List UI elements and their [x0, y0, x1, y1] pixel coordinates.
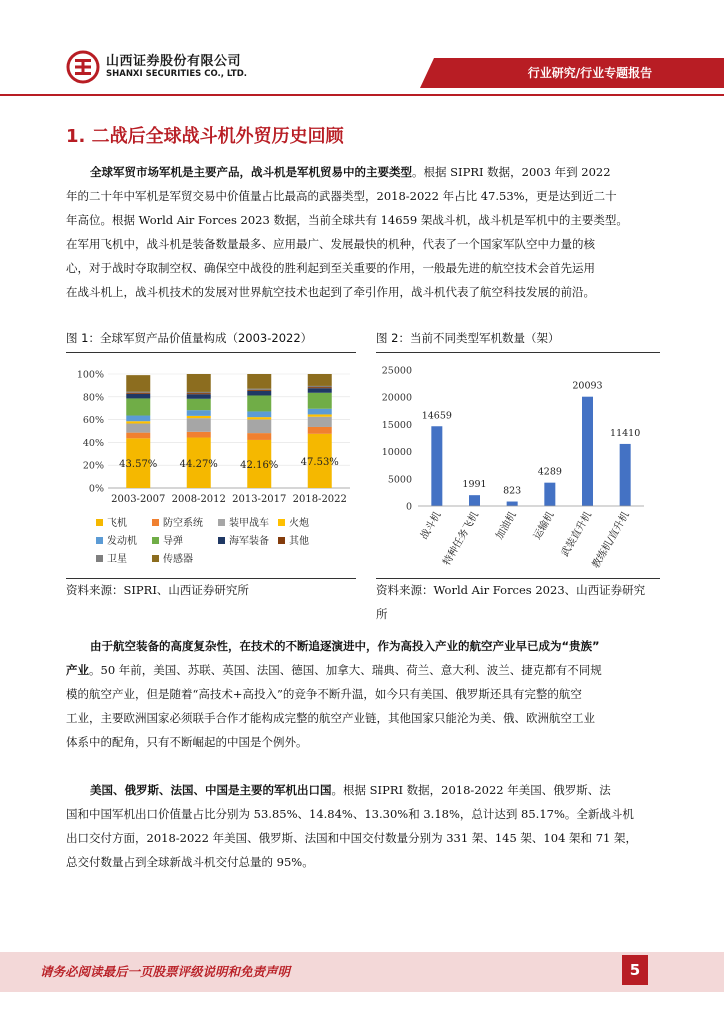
fig2-y-tick: 5000	[387, 474, 412, 486]
fig1-bar-segment	[126, 433, 150, 439]
fig2-value-label: 20093	[572, 380, 603, 392]
fig1-bar-segment	[308, 417, 332, 427]
fig2-y-tick: 20000	[381, 392, 412, 404]
fig1-bar-segment	[126, 398, 150, 415]
fig1-bar-segment	[247, 433, 271, 440]
fig2-chart	[376, 356, 660, 578]
para1-line-5: 在战斗机上，战斗机技术的发展对世界航空技术也起到了牵引作用，战斗机代表了航空科技发展的前沿。	[66, 285, 595, 299]
para2-lead-2: 产业	[66, 663, 89, 677]
fig1-y-tick: 40%	[82, 437, 104, 449]
fig1-legend-swatch	[96, 555, 103, 562]
fig1-legend-swatch	[152, 537, 159, 544]
fig1-bar-segment	[187, 393, 211, 394]
fig1-bar-segment	[126, 424, 150, 433]
fig1-bar-segment	[126, 421, 150, 423]
fig1-bar-segment	[247, 417, 271, 419]
fig1-legend-swatch	[218, 537, 225, 544]
fig1-category-label: 2013-2017	[232, 494, 287, 505]
fig1-bar-segment	[308, 374, 332, 386]
fig1-data-label: 43.57%	[119, 459, 158, 471]
fig1-bar-segment	[247, 391, 271, 396]
fig2-category-label: 运输机	[531, 510, 557, 542]
fig2-category-label: 加油机	[494, 510, 519, 542]
fig1-data-label: 47.53%	[300, 456, 339, 468]
fig1-legend-label: 其他	[289, 536, 309, 547]
fig1-bar-segment	[308, 388, 332, 393]
fig1-bar-segment	[308, 409, 332, 415]
para3-line-1: 国和中国军机出口价值量占比分别为 53.85%、14.84%、13.30%和 3.18%，总计达到 85.17%。全新战斗机	[66, 807, 634, 821]
fig2-bar	[469, 495, 480, 506]
fig1-legend-label: 发动机	[107, 536, 137, 547]
fig1-source: 资料来源：SIPRI、山西证券研究所	[66, 583, 249, 597]
fig2-source-line1: 资料来源：World Air Forces 2023、山西证券研究	[376, 583, 646, 597]
paragraph-fighter-share	[66, 160, 660, 304]
fig1-category-label: 2008-2012	[171, 494, 226, 505]
fig1-legend-label: 导弹	[163, 536, 183, 547]
fig2-category-label: 武装直升机	[559, 510, 595, 559]
company-name-en: SHANXI SECURITIES CO., LTD.	[106, 69, 248, 79]
disclaimer-note: 请务必阅读最后一页股票评级说明和免责声明	[40, 964, 291, 979]
fig1-y-tick: 80%	[82, 392, 104, 404]
fig1-bar-segment	[126, 394, 150, 399]
fig2-category-label: 特种任务飞机	[441, 510, 482, 568]
para2-line-2: 工业，主要欧洲国家必须联手合作才能构成完整的航空产业链，其他国家只能沦为美、俄、欧洲航空工业	[66, 711, 595, 725]
fig1-legend-swatch	[96, 519, 103, 526]
fig2-bar	[582, 397, 593, 506]
fig1-bar-segment	[187, 374, 211, 392]
fig1-legend-swatch	[278, 519, 285, 526]
fig1-bar-segment	[308, 414, 332, 416]
fig2-source-line2: 所	[376, 607, 388, 621]
fig2-y-tick: 0	[405, 501, 412, 513]
para1-line-2: 年高位。根据 World Air Forces 2023 数据，当前全球共有 14659 架战斗机，战斗机是军机中的主要类型。	[66, 213, 628, 227]
fig1-bar-segment	[187, 432, 211, 438]
fig2-bar	[507, 502, 518, 506]
fig1-data-label: 42.16%	[240, 459, 279, 471]
para3-line-2: 出口交付方面，2018-2022 年美国、俄罗斯、法国和中国交付数量分别为 331 架、145 架、104 架和 71 架，	[66, 831, 637, 845]
fig1-bar-segment	[187, 392, 211, 393]
fig1-bar-segment	[308, 393, 332, 409]
fig2-value-label: 14659	[421, 410, 452, 422]
fig1-y-tick: 60%	[82, 415, 104, 427]
fig1-bar-segment	[187, 416, 211, 418]
fig1-legend-label: 传感器	[163, 554, 193, 565]
fig1-bar-segment	[126, 393, 150, 394]
fig1-legend-label: 装甲战车	[229, 518, 269, 529]
fig1-bar-segment	[187, 394, 211, 399]
fig1-legend-label: 飞机	[107, 518, 127, 529]
fig2-category-label: 战斗机	[418, 510, 444, 542]
para3-line-3: 总交付数量占到全球新战斗机交付总量的 95%。	[66, 855, 314, 869]
para1-line-4: 心，对于战时夺取制空权、确保空中战役的胜利起到至关重要的作用，一般最先进的航空技术会首先运用	[66, 261, 595, 275]
company-name-cn: 山西证券股份有限公司	[106, 54, 242, 69]
para1-lead: 全球军贸市场军机是主要产品，战斗机是军机贸易中的主要类型	[90, 165, 412, 179]
fig1-bar-segment	[187, 399, 211, 410]
fig1-bar-segment	[247, 411, 271, 417]
fig1-bar-segment	[247, 419, 271, 433]
fig2-value-label: 1991	[462, 479, 487, 491]
fig1-legend-label: 火炮	[289, 518, 309, 529]
fig1-chart	[66, 356, 356, 578]
para3-lead: 美国、俄罗斯、法国、中国是主要的军机出口国	[90, 783, 332, 797]
fig1-y-tick: 20%	[82, 460, 104, 472]
fig1-bar-segment	[247, 390, 271, 391]
fig1-bar-segment	[126, 392, 150, 393]
fig2-bar	[544, 483, 555, 506]
para2-lead-1: 由于航空装备的高度复杂性，在技术的不断追逐演进中，作为高投入产业的航空产业早已成为“贵族”	[90, 639, 600, 653]
fig1-bar-segment	[308, 427, 332, 434]
fig2-y-tick: 25000	[381, 365, 412, 377]
page-number: 5	[622, 955, 648, 985]
fig2-bar	[431, 426, 442, 506]
fig1-legend-label: 卫星	[107, 554, 127, 565]
fig1-legend-swatch	[96, 537, 103, 544]
fig1-category-label: 2018-2022	[292, 494, 347, 505]
fig1-bar-segment	[308, 387, 332, 388]
fig1-legend-label: 防空系统	[163, 518, 203, 529]
fig1-legend-swatch	[218, 519, 225, 526]
fig1-y-tick: 100%	[76, 369, 104, 381]
fig1-bar-segment	[308, 386, 332, 387]
para2-line-3: 体系中的配角，只有不断崛起的中国是个例外。	[66, 735, 308, 749]
para1-line-0: 。根据 SIPRI 数据，2003 年到 2022	[412, 165, 611, 179]
fig1-legend-swatch	[278, 537, 285, 544]
paragraph-aviation-industry	[66, 634, 660, 754]
fig1-bar-segment	[126, 416, 150, 422]
fig1-bar-segment	[247, 389, 271, 390]
para2-line-0: 。50 年前，美国、苏联、英国、法国、德国、加拿大、瑞典、荷兰、意大利、波兰、捷克都有不同规	[89, 663, 602, 677]
fig2-y-tick: 15000	[381, 419, 412, 431]
fig1-legend-swatch	[152, 519, 159, 526]
fig2-top-rule	[376, 352, 660, 353]
fig2-bar	[620, 444, 631, 506]
fig2-title: 图 2：当前不同类型军机数量（架）	[376, 331, 560, 345]
fig2-category-label: 教练机/直升机	[590, 510, 632, 571]
para1-line-1: 年的二十年中军机是军贸交易中价值量占比最高的武器类型，2018-2022 年占比 47.53%，更是达到近二十	[66, 189, 617, 203]
fig1-title: 图 1：全球军贸产品价值量构成（2003-2022）	[66, 331, 313, 345]
fig1-bar-segment	[126, 375, 150, 391]
para3-line-0: 。根据 SIPRI 数据，2018-2022 年美国、俄罗斯、法	[331, 783, 611, 797]
paragraph-exporters	[66, 778, 660, 874]
fig1-data-label: 44.27%	[179, 458, 218, 470]
fig1-bar-segment	[187, 410, 211, 416]
fig1-top-rule	[66, 352, 356, 353]
fig2-value-label: 4289	[537, 466, 562, 478]
fig1-bar-segment	[247, 374, 271, 389]
fig2-value-label: 823	[503, 485, 522, 497]
fig2-y-tick: 10000	[381, 447, 412, 459]
fig1-bar-segment	[187, 418, 211, 432]
header-divider	[0, 94, 724, 96]
report-category-label: 行业研究/行业专题报告	[527, 66, 653, 80]
fig1-legend-label: 海军装备	[229, 536, 269, 547]
section-title: 1. 二战后全球战斗机外贸历史回顾	[66, 126, 344, 147]
para1-line-3: 在军用飞机中，战斗机是装备数量最多、应用最广、发展最快的机种，代表了一个国家军队空中力量的核	[66, 237, 595, 251]
fig1-bar-segment	[247, 395, 271, 411]
fig1-legend-swatch	[152, 555, 159, 562]
fig1-y-tick: 0%	[88, 483, 104, 495]
para2-line-1: 模的航空产业，但是随着“高技术+高投入”的竞争不断升温，如今只有美国、俄罗斯还具有完整的航空	[66, 687, 582, 701]
fig1-category-label: 2003-2007	[111, 494, 166, 505]
fig2-value-label: 11410	[610, 427, 641, 439]
company-logo-icon	[66, 50, 100, 84]
